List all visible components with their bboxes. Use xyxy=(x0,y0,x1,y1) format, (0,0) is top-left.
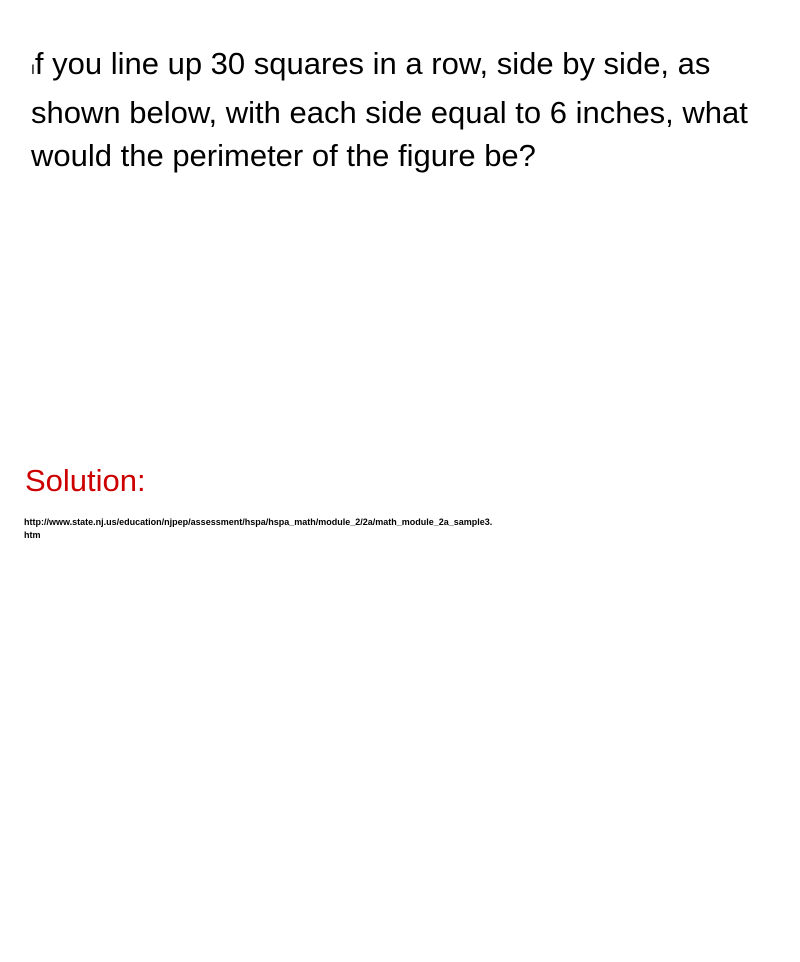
question-text xyxy=(31,42,791,177)
solution-label: Solution: xyxy=(25,463,146,498)
source-url-line-2: htm xyxy=(24,530,41,540)
question-first-letter: I xyxy=(31,61,35,77)
source-url xyxy=(24,516,624,542)
source-url-line-1: http://www.state.nj.us/education/njpep/assessment/hspa/hspa_math/module_2/2a/math_module_2a_sample3. xyxy=(24,517,493,527)
question-body: f you line up 30 squares in a row, side by side, as shown below, with each side equal to 6 inches, what would the perimeter of the figure be? xyxy=(31,46,748,173)
